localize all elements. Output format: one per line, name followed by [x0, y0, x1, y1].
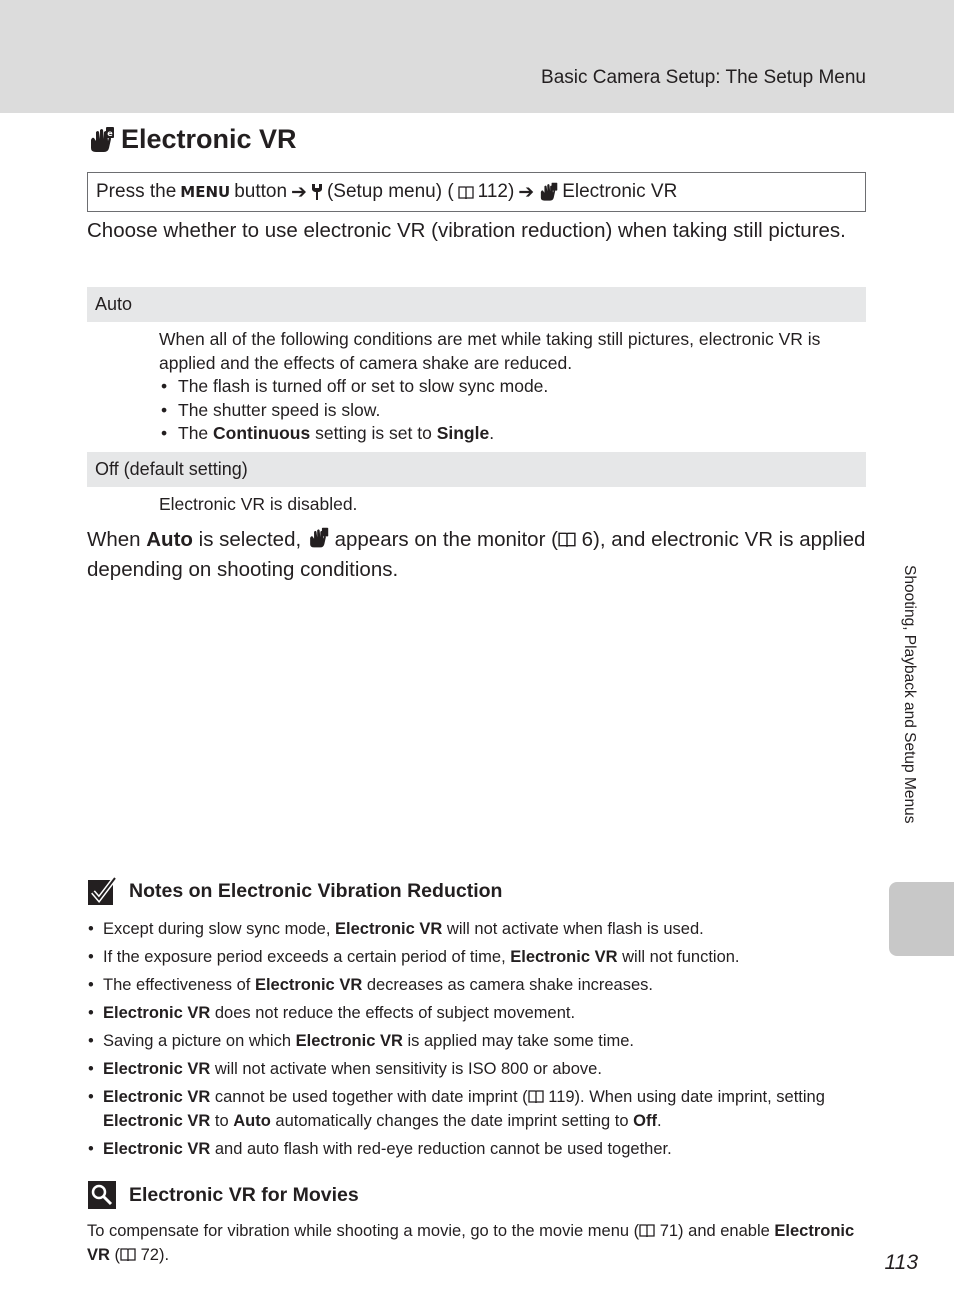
path-button: button: [234, 181, 288, 202]
arrow-right-icon: ➔: [518, 181, 535, 203]
movies-heading: [87, 1180, 359, 1210]
auto-note-paragraph: When Auto is selected, appears on the monitor ( 6), and electronic VR is applied depending on shooting conditions.: [87, 528, 866, 581]
running-header: Basic Camera Setup: The Setup Menu: [541, 67, 866, 88]
list-item: • Except during slow sync mode, Electronic VR will not activate when flash is used.: [87, 917, 867, 941]
intro-paragraph: Choose whether to use electronic VR (vibration reduction) when taking still pictures.: [87, 219, 846, 242]
wrench-icon: [311, 183, 323, 201]
notes-heading: [87, 876, 502, 906]
option-auto-description: When all of the following conditions are met while taking still pictures, electronic VR is applied and the effects of camera shake are reduced.: [159, 329, 821, 373]
checkmark-note-icon: [87, 876, 117, 906]
page-reference-icon: [528, 1089, 544, 1104]
arrow-right-icon: ➔: [291, 181, 307, 203]
svg-text:e: e: [107, 128, 113, 138]
page-reference-icon: [458, 185, 474, 200]
menu-button-icon: MENU: [180, 183, 231, 201]
list-item: • Saving a picture on which Electronic VR is applied may take some time.: [87, 1029, 867, 1053]
movies-heading-text: Electronic VR for Movies: [129, 1183, 359, 1206]
header-band: [0, 0, 954, 113]
electronic-vr-hand-icon: [87, 126, 115, 154]
movies-paragraph: To compensate for vibration while shooting a movie, go to the movie menu ( 71) and enable Electronic VR ( 72).: [87, 1222, 855, 1264]
page-reference-icon: [120, 1247, 136, 1262]
option-auto-bullets: [159, 375, 869, 446]
electronic-vr-hand-icon: [538, 182, 558, 202]
section-side-label: Shooting, Playback and Setup Menus: [901, 565, 918, 824]
path-page-ref: 112): [477, 181, 515, 202]
page-title-text: Electronic VR: [121, 124, 297, 154]
notes-list: [87, 917, 867, 1165]
page-reference-icon: [558, 531, 576, 548]
menu-path-box: [87, 172, 866, 212]
electronic-vr-hand-icon: [307, 527, 329, 549]
option-auto-body: [159, 328, 869, 446]
section-tab-marker: [889, 882, 954, 956]
option-auto-label: Auto: [87, 287, 866, 322]
list-item: • Electronic VR does not reduce the effects of subject movement.: [87, 1001, 867, 1025]
list-item: • Electronic VR cannot be used together with date imprint ( 119). When using date imprint, setting Electronic VR to Auto automatically changes the date imprint setting to Off.: [87, 1085, 867, 1133]
page-reference-icon: [639, 1223, 655, 1238]
magnifier-note-icon: [87, 1180, 117, 1210]
option-off-description: Electronic VR is disabled.: [159, 494, 358, 514]
notes-heading-text: Notes on Electronic Vibration Reduction: [129, 879, 503, 902]
path-press: Press the: [96, 181, 177, 202]
list-item: • The effectiveness of Electronic VR decreases as camera shake increases.: [87, 973, 867, 997]
option-off-label: Off (default setting): [87, 452, 866, 487]
list-item: • Electronic VR and auto flash with red-eye reduction cannot be used together.: [87, 1137, 867, 1161]
page-title: [87, 124, 297, 155]
path-target: Electronic VR: [562, 181, 678, 202]
path-setup-menu: (Setup menu) (: [326, 181, 454, 202]
list-item: • The Continuous setting is set to Single.: [159, 422, 869, 446]
list-item: • The flash is turned off or set to slow sync mode.: [159, 375, 869, 399]
list-item: • If the exposure period exceeds a certain period of time, Electronic VR will not function.: [87, 945, 867, 969]
list-item: • The shutter speed is slow.: [159, 399, 869, 423]
page-number: 113: [884, 1251, 918, 1274]
list-item: • Electronic VR will not activate when sensitivity is ISO 800 or above.: [87, 1057, 867, 1081]
